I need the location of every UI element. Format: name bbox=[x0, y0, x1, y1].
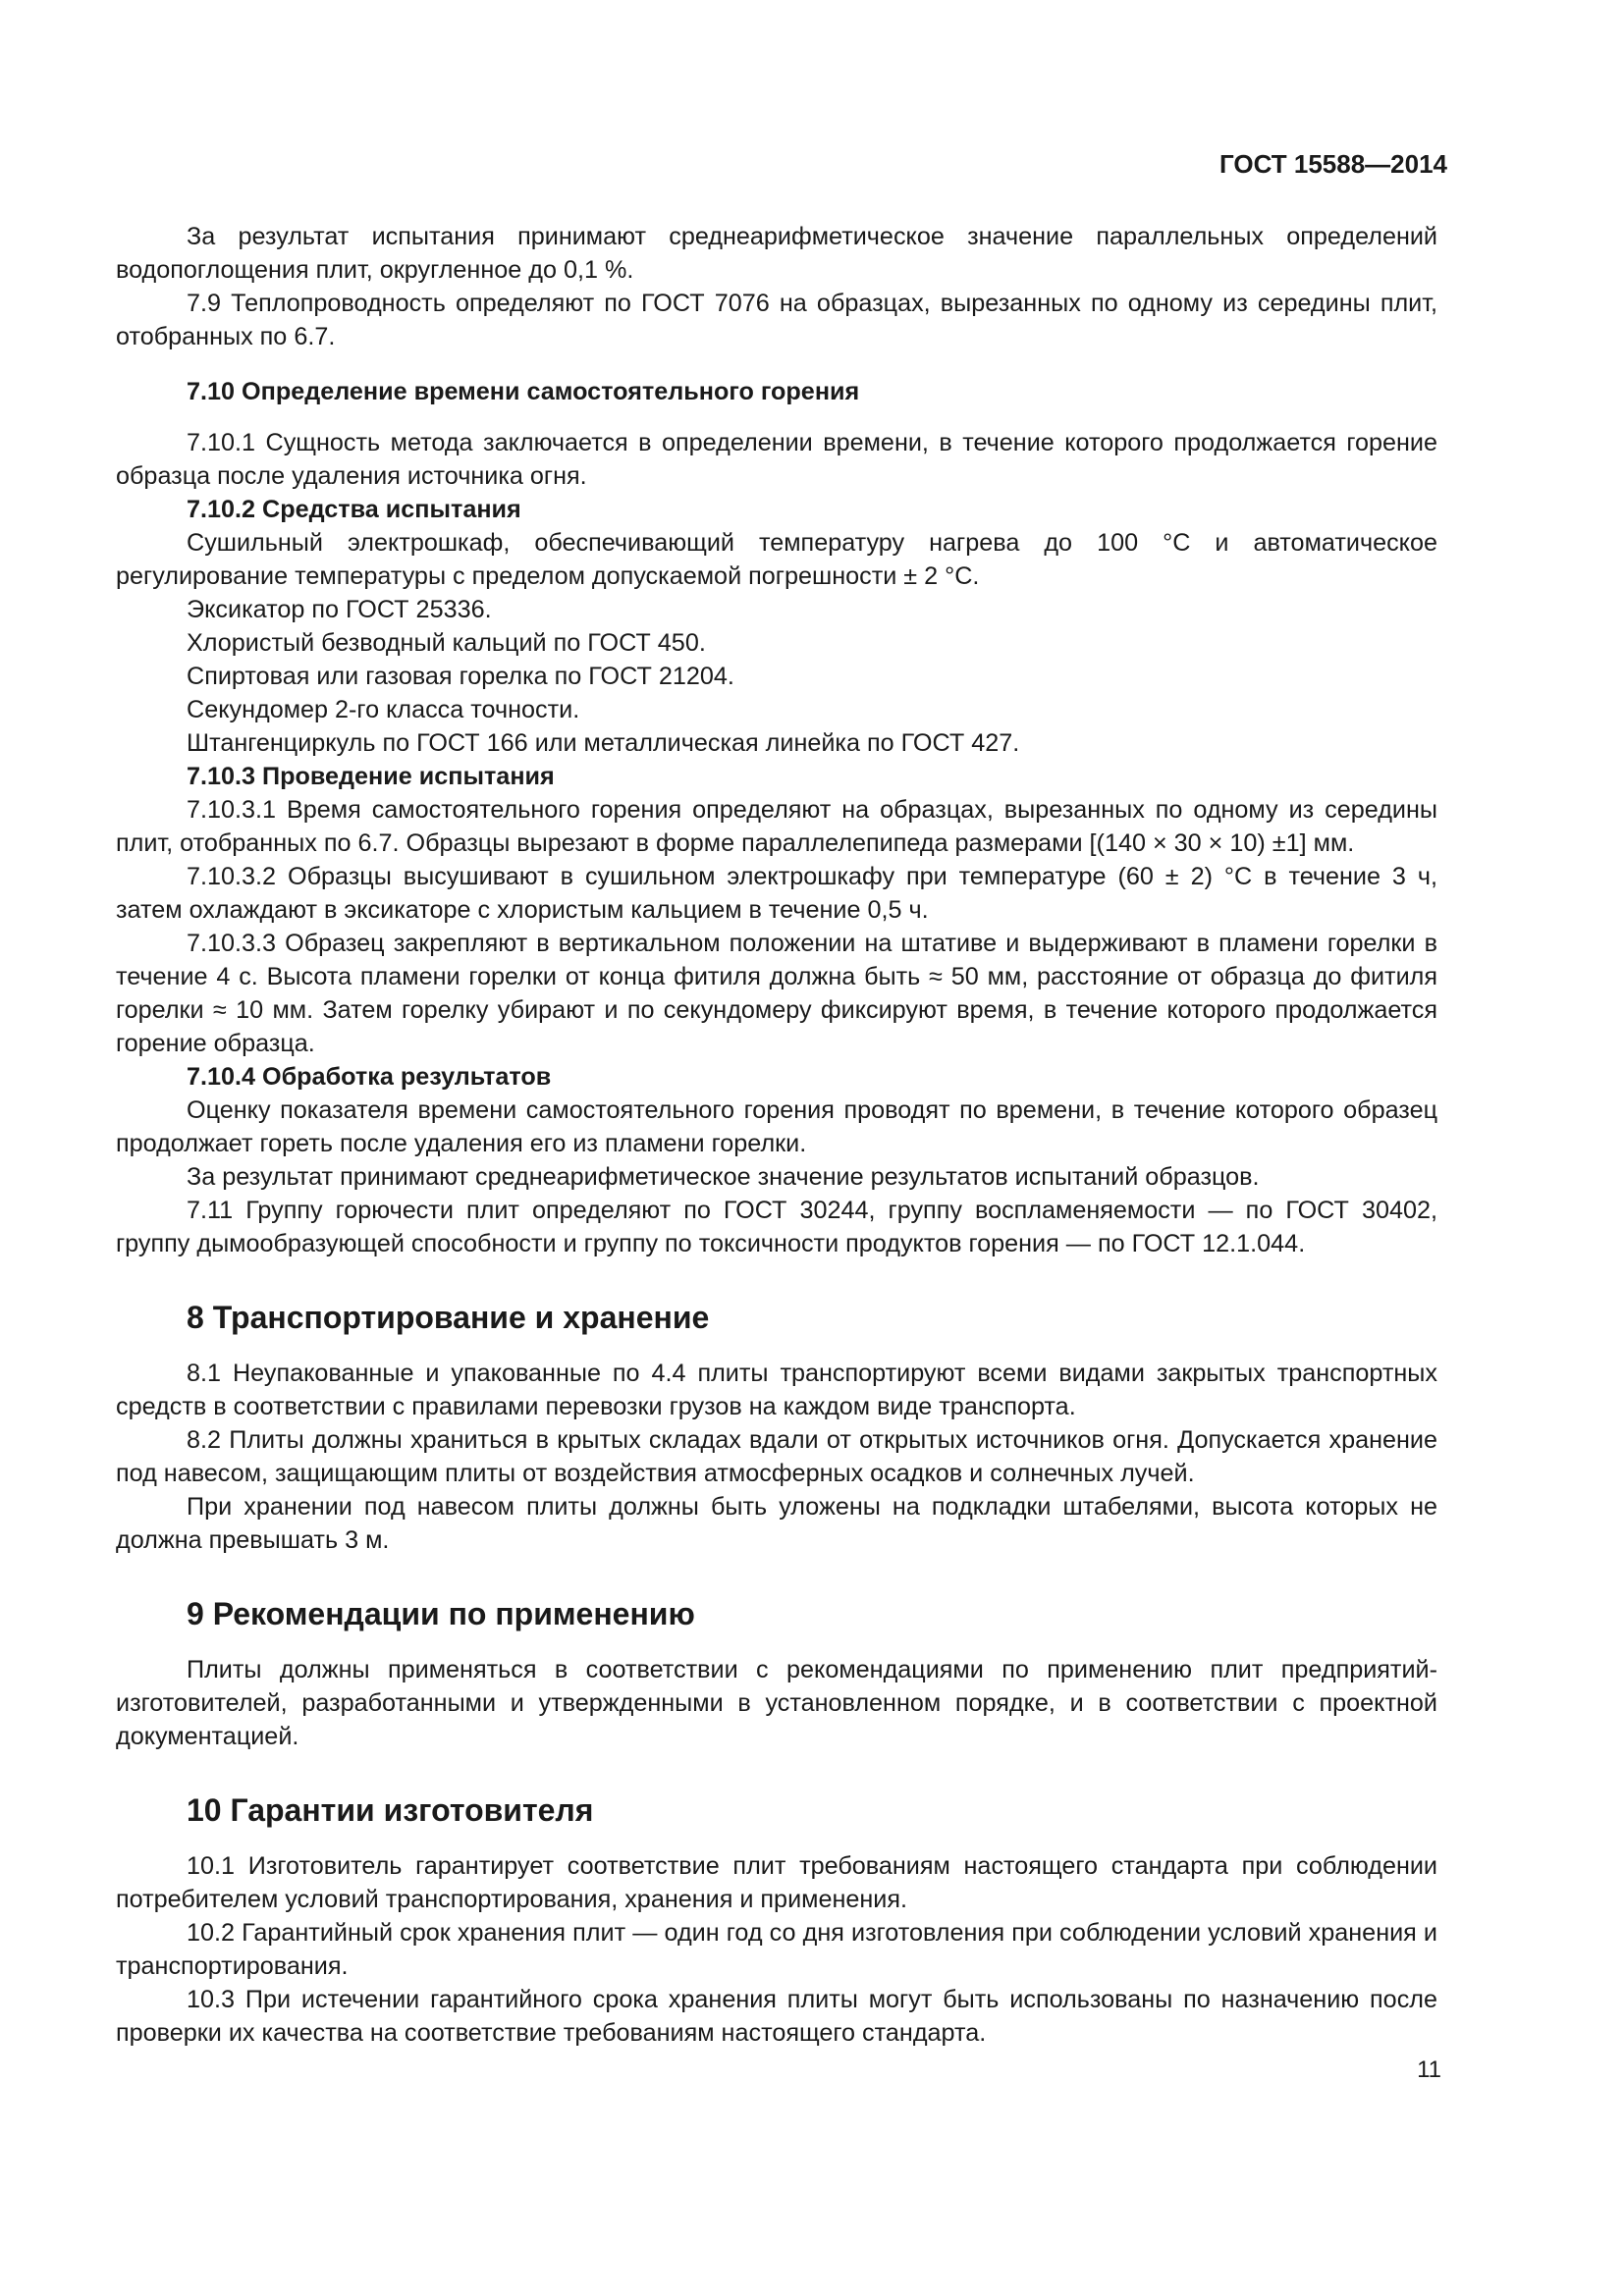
paragraph-10-3: 10.3 При истечении гарантийного срока хранения плиты могут быть использованы по назначению после проверки их качества на соответствие требованиям настоящего стандарта. bbox=[116, 1986, 1437, 2047]
paragraph-10-2: 10.2 Гарантийный срок хранения плит — один год со дня изготовления при соблюдении условий хранения и транспортирования. bbox=[116, 1919, 1437, 1980]
heading-7-10: 7.10 Определение времени самостоятельного горения bbox=[187, 378, 860, 405]
paragraph-7-10-1: 7.10.1 Сущность метода заключается в определении времени, в течение которого продолжается горение образца после удаления источника огня. bbox=[116, 429, 1437, 490]
paragraph-result-average: За результат принимают среднеарифметическое значение результатов испытаний образцов. bbox=[187, 1163, 1260, 1191]
paragraph-result-water-absorption: За результат испытания принимают среднеарифметическое значение параллельных определений водопоглощения плит, округленное до 0,1 %. bbox=[116, 223, 1437, 284]
section-heading-10: 10 Гарантии изготовителя bbox=[187, 1792, 594, 1828]
document-body bbox=[116, 220, 1437, 2050]
heading-7-10-4: 7.10.4 Обработка результатов bbox=[187, 1063, 552, 1091]
paragraph-burner: Спиртовая или газовая горелка по ГОСТ 21204. bbox=[187, 663, 734, 690]
heading-7-10-3: 7.10.3 Проведение испытания bbox=[187, 763, 555, 790]
paragraph-8-2: 8.2 Плиты должны храниться в крытых складах вдали от открытых источников огня. Допускается хранение под навесом, защищающим плиты от воздействия атмосферных осадков и солнечных лучей. bbox=[116, 1426, 1437, 1487]
page-number: 11 bbox=[1417, 2056, 1441, 2083]
heading-7-10-2: 7.10.2 Средства испытания bbox=[187, 496, 521, 523]
paragraph-evaluation: Оценку показателя времени самостоятельного горения проводят по времени, в течение которого образец продолжает гореть после удаления его из пламени горелки. bbox=[116, 1096, 1437, 1157]
paragraph-10-1: 10.1 Изготовитель гарантирует соответствие плит требованиям настоящего стандарта при соблюдении потребителем условий транспортирования, хранения и применения. bbox=[116, 1852, 1437, 1913]
paragraph-7-10-3-1: 7.10.3.1 Время самостоятельного горения определяют на образцах, вырезанных по одному из середины плит, отобранных по 6.7. Образцы вырезают в форме параллелепипеда размерами [(140 × 30 × 10) ±1] мм. bbox=[116, 796, 1437, 857]
paragraph-desiccator: Эксикатор по ГОСТ 25336. bbox=[187, 596, 492, 623]
paragraph-8-1: 8.1 Неупакованные и упакованные по 4.4 плиты транспортируют всеми видами закрытых транспортных средств в соответствии с правилами перевозки грузов на каждом виде транспорта. bbox=[116, 1360, 1437, 1420]
paragraph-7-10-3-3: 7.10.3.3 Образец закрепляют в вертикальном положении на штативе и выдерживают в пламени горелки в течение 4 с. Высота пламени горелки от конца фитиля должна быть ≈ 50 мм, расстояние от образца до фитиля горелки ≈ 10 мм. Затем горелку убирают и по секундомеру фиксируют время, в течение которого продолжается горение образца. bbox=[116, 930, 1437, 1057]
section-heading-9: 9 Рекомендации по применению bbox=[187, 1596, 695, 1631]
paragraph-drying-cabinet: Сушильный электрошкаф, обеспечивающий температуру нагрева до 100 °С и автоматическое регулирование температуры с пределом допускаемой погрешности ± 2 °С. bbox=[116, 529, 1437, 590]
document-header: ГОСТ 15588—2014 bbox=[1219, 149, 1447, 179]
paragraph-caliper: Штангенциркуль по ГОСТ 166 или металлическая линейка по ГОСТ 427. bbox=[187, 729, 1020, 757]
paragraph-stopwatch: Секундомер 2-го класса точности. bbox=[187, 696, 580, 723]
paragraph-7-10-3-2: 7.10.3.2 Образцы высушивают в сушильном электрошкафу при температуре (60 ± 2) °С в течение 3 ч, затем охлаждают в эксикаторе с хлористым кальцием в течение 0,5 ч. bbox=[116, 863, 1437, 924]
section-heading-8: 8 Транспортирование и хранение bbox=[187, 1300, 710, 1335]
paragraph-storage-canopy: При хранении под навесом плиты должны быть уложены на подкладки штабелями, высота которых не должна превышать 3 м. bbox=[116, 1493, 1437, 1554]
paragraph-7-9: 7.9 Теплопроводность определяют по ГОСТ 7076 на образцах, вырезанных по одному из середины плит, отобранных по 6.7. bbox=[116, 290, 1437, 350]
paragraph-calcium-chloride: Хлористый безводный кальций по ГОСТ 450. bbox=[187, 629, 706, 657]
paragraph-9: Плиты должны применяться в соответствии с рекомендациями по применению плит предприятий-изготовителей, разработанными и утвержденными в установленном порядке, и в соответствии с проектной документацией. bbox=[116, 1656, 1437, 1750]
paragraph-7-11: 7.11 Группу горючести плит определяют по ГОСТ 30244, группу воспламеняемости — по ГОСТ 30402, группу дымообразующей способности и группу по токсичности продуктов горения — по ГОСТ 12.1.044. bbox=[116, 1197, 1437, 1257]
